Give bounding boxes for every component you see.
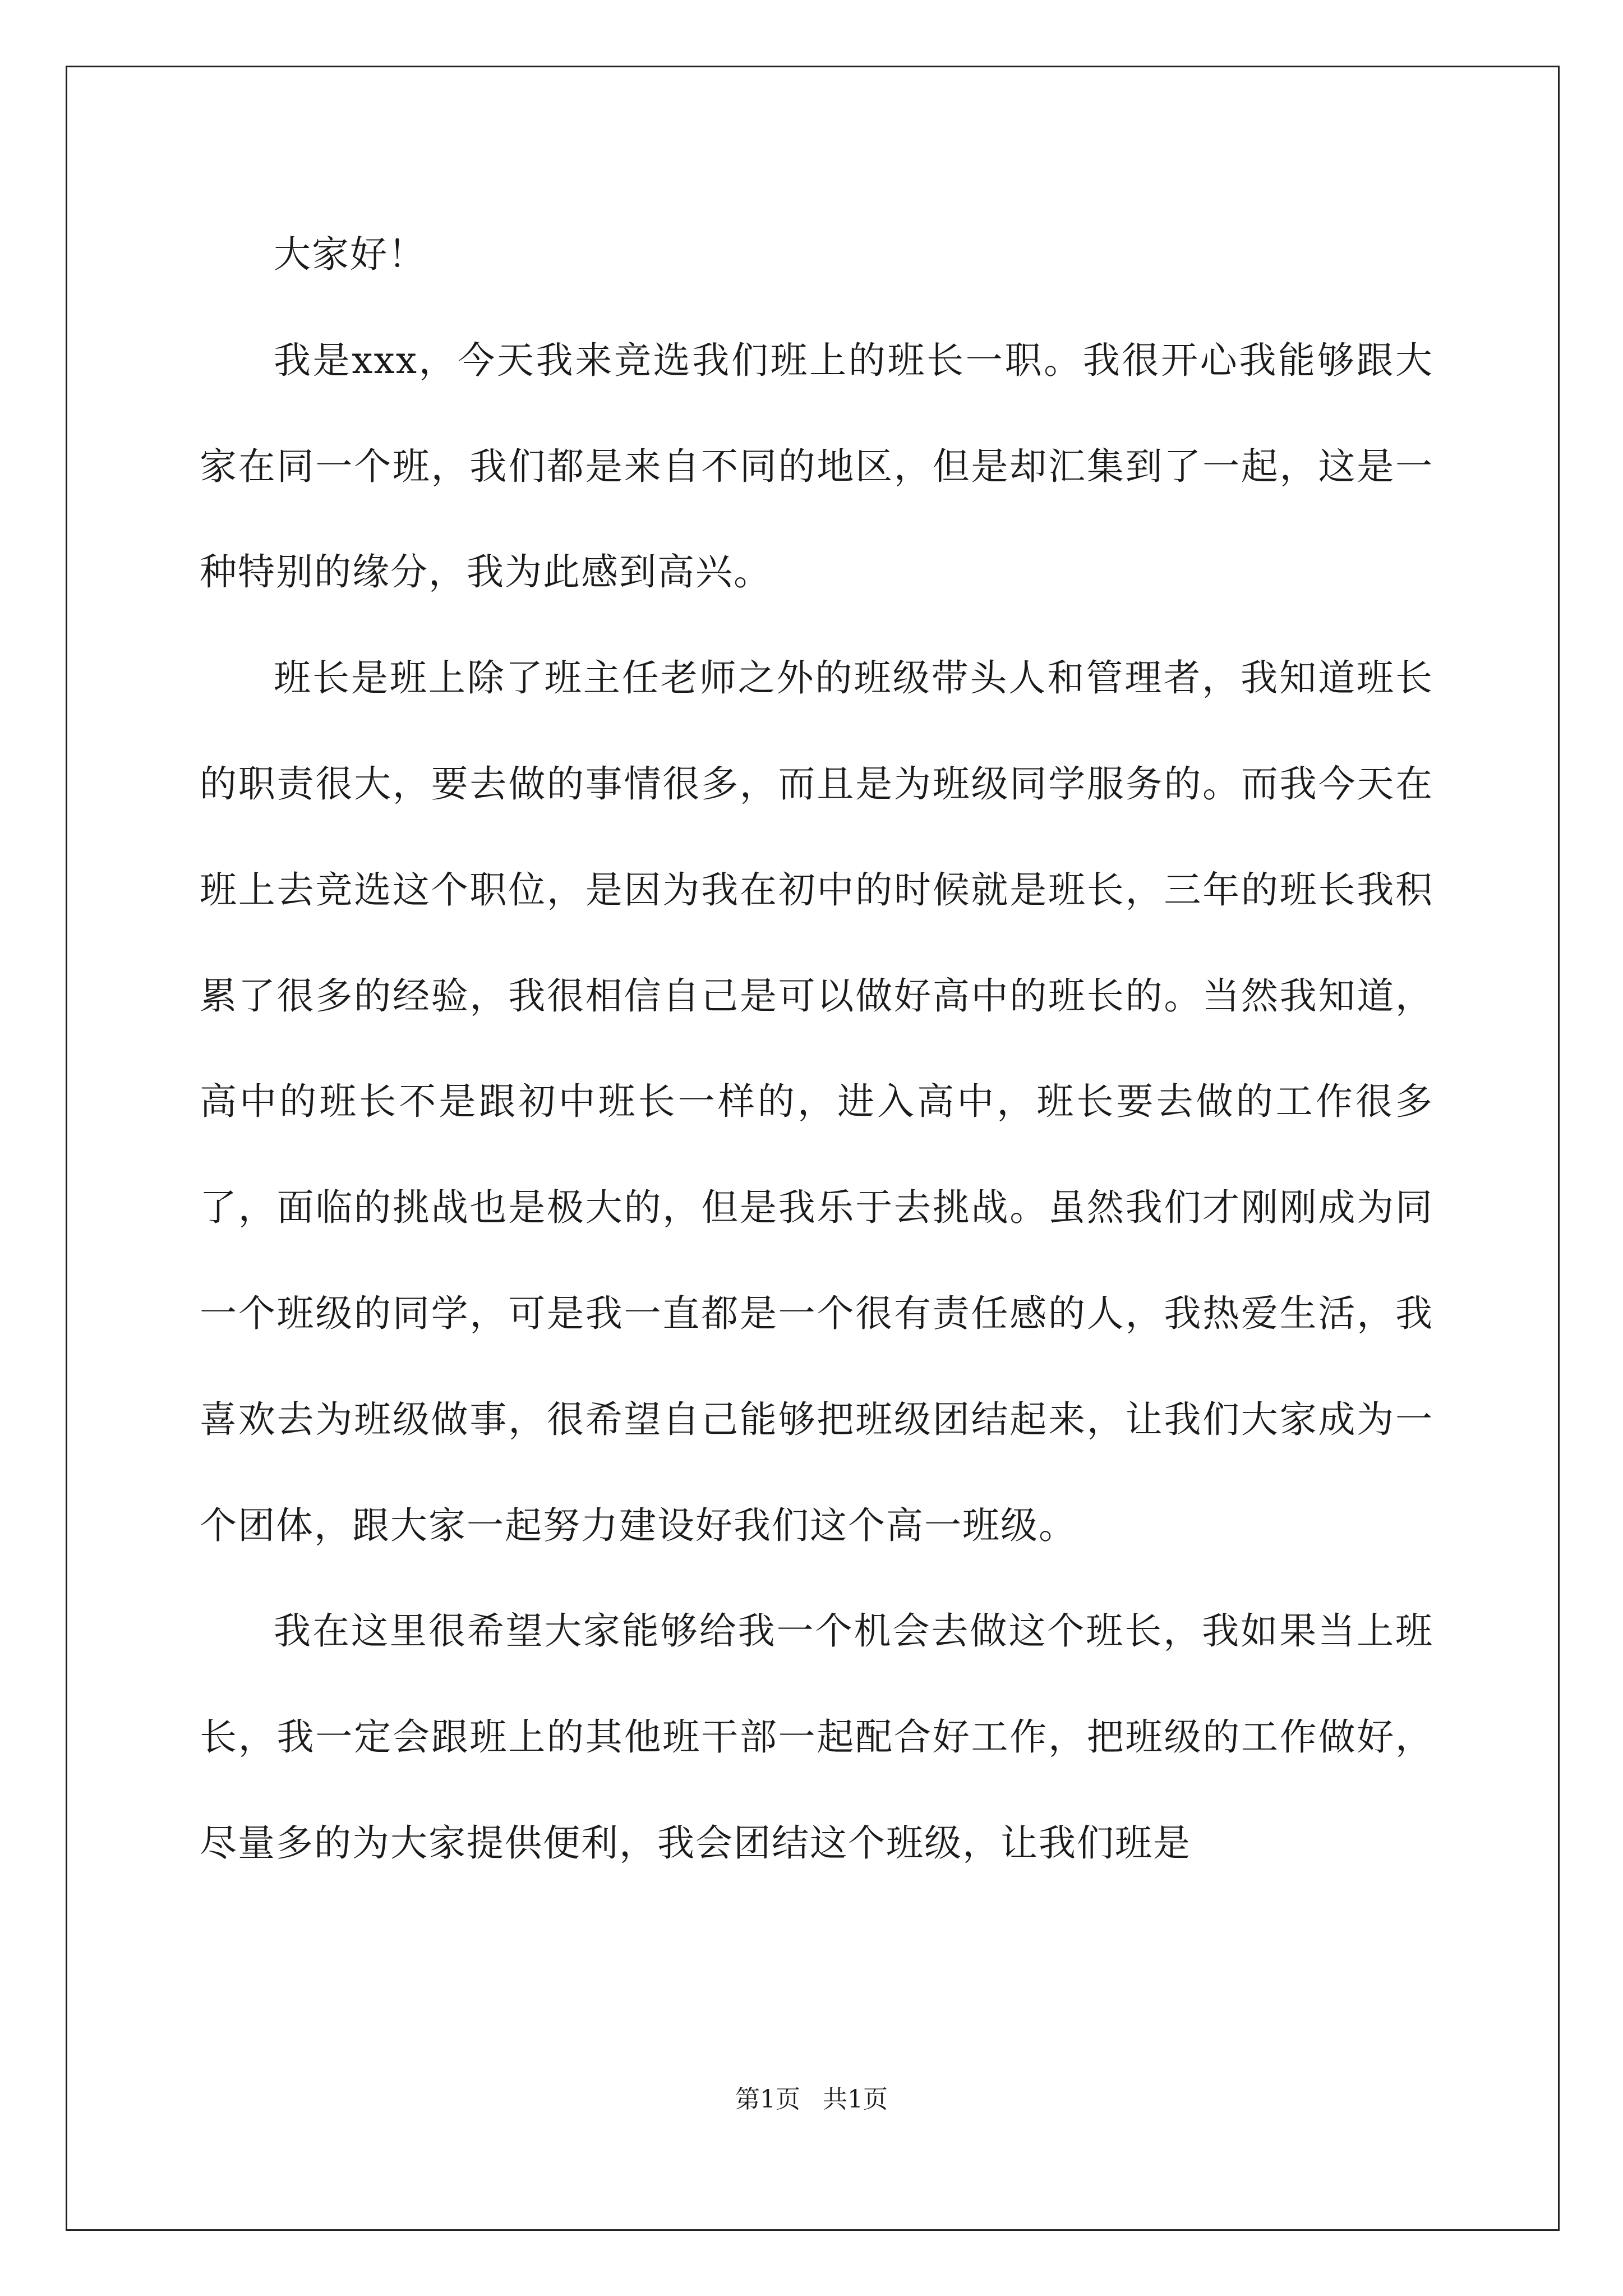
document-body <box>200 202 1433 1897</box>
greeting-paragraph: 大家好！ <box>274 233 426 276</box>
experience-paragraph: 班长是班上除了班主任老师之外的班级带头人和管理者，我知道班长的职责很大，要去做的事情很多，而且是为班级同学服务的。而我今天在班上去竞选这个职位，是因为我在初中的时候就是班长，三年的班长我积累了很多的经验，我很相信自己是可以做好高中的班长的。当然我知道，高中的班长不是跟初中班长一样的，进入高中，班长要去做的工作很多了，面临的挑战也是极大的，但是我乐于去挑战。虽然我们才刚刚成为同一个班级的同学，可是我一直都是一个很有责任感的人，我热爱生活，我喜欢去为班级做事，很希望自己能够把班级团结起来，让我们大家成为一个团体，跟大家一起努力建设好我们这个高一班级。 <box>200 656 1433 1547</box>
intro-paragraph: 我是xxx，今天我来竞选我们班上的班长一职。我很开心我能够跟大家在同一个班，我们都是来自不同的地区，但是却汇集到了一起，这是一种特别的缘分，我为此感到高兴。 <box>200 338 1433 594</box>
page-number-total: 共1页 <box>823 2085 888 2114</box>
page-number-current: 第1页 <box>735 2085 800 2114</box>
page-footer <box>0 2083 1623 2116</box>
request-paragraph: 我在这里很希望大家能够给我一个机会去做这个班长，我如果当上班长，我一定会跟班上的其他班干部一起配合好工作，把班级的工作做好，尽量多的为大家提供便利，我会团结这个班级，让我们班是 <box>200 1609 1433 1865</box>
